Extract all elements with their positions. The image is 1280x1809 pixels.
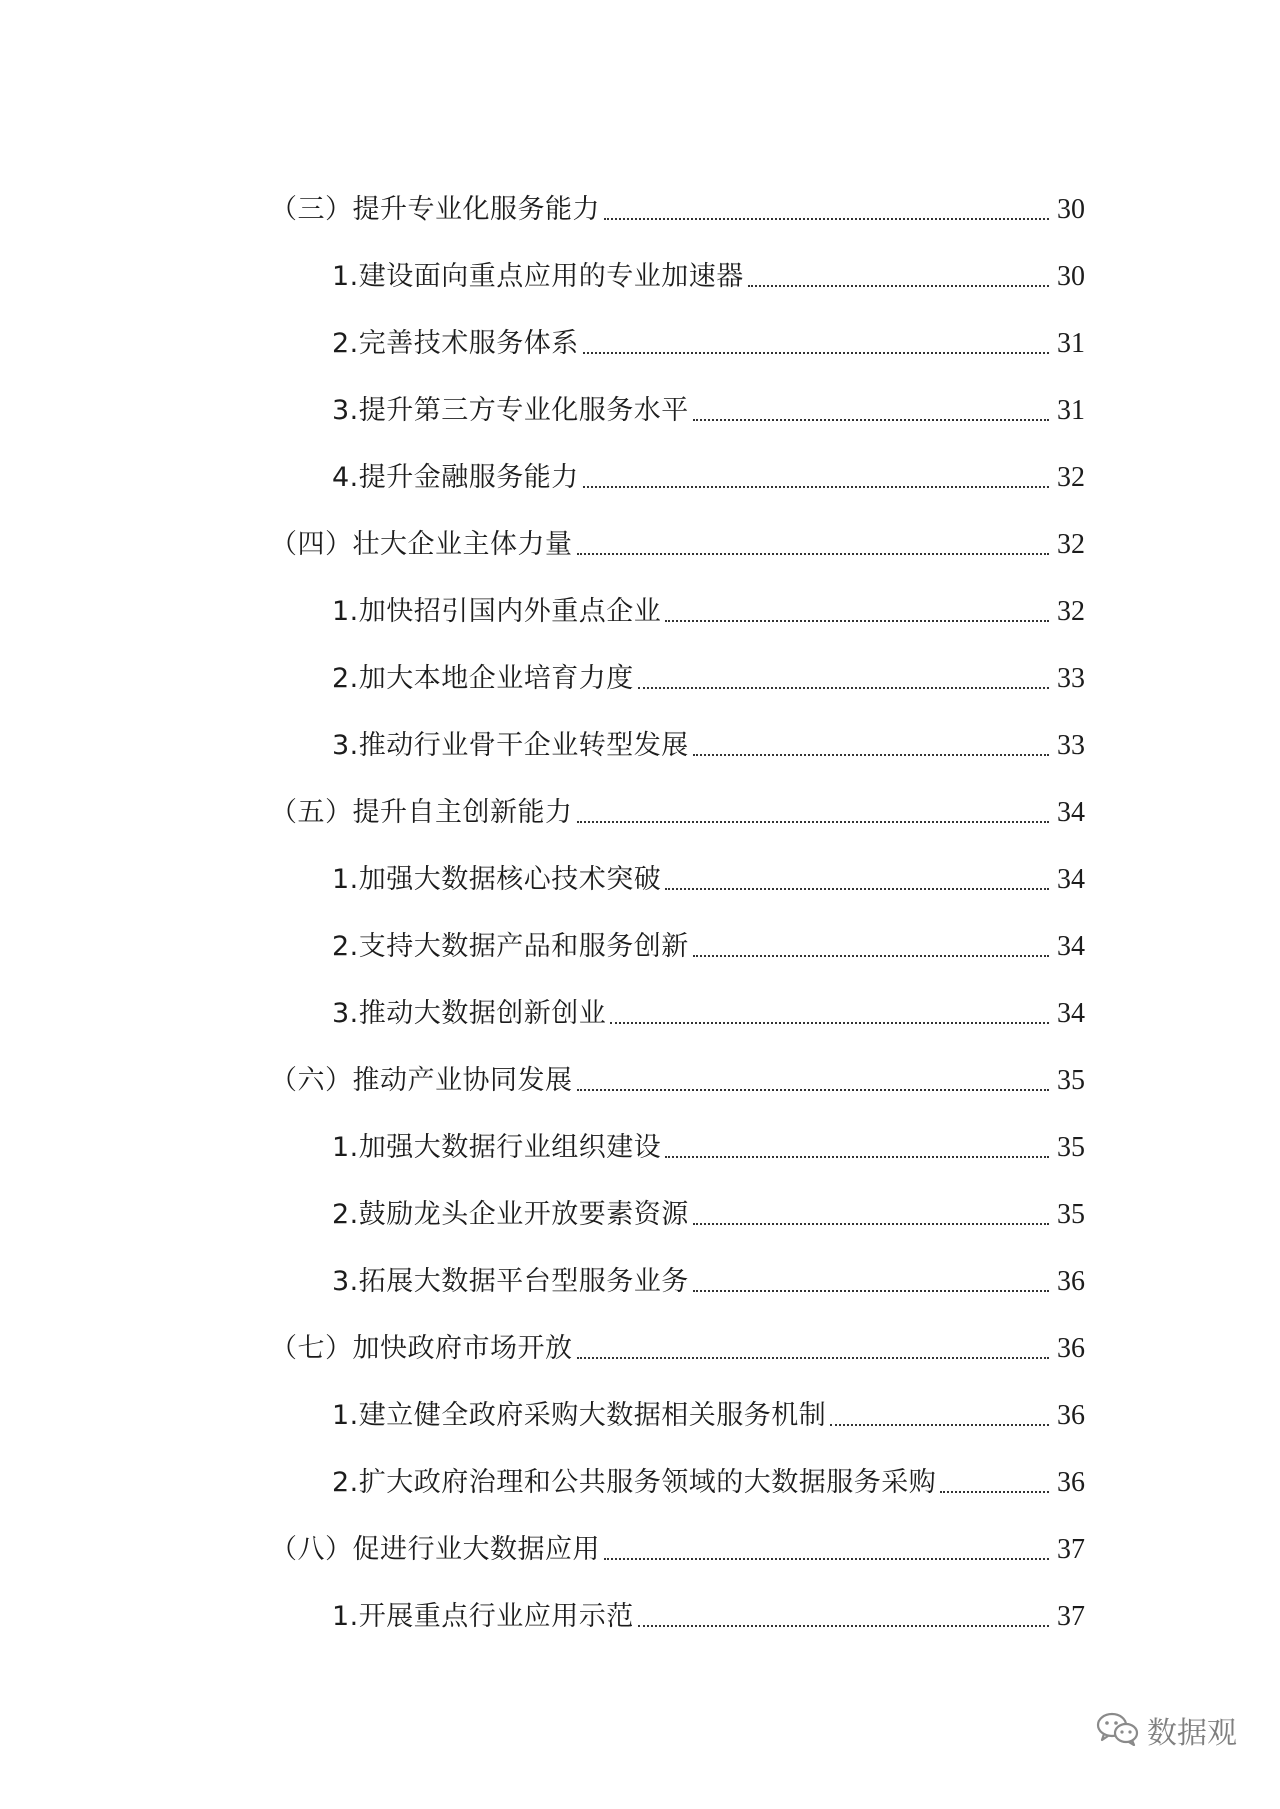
toc-entry-label: 1.加强大数据核心技术突破	[332, 864, 662, 895]
toc-entry[interactable]	[270, 565, 1085, 632]
toc-entry[interactable]	[270, 1570, 1085, 1637]
toc-entry[interactable]	[270, 833, 1085, 900]
toc-entry-page: 31	[1057, 328, 1085, 359]
toc-leader-dots	[583, 486, 1049, 488]
toc-entry-page: 32	[1057, 596, 1085, 627]
toc-leader-dots	[604, 1558, 1049, 1560]
toc-entry-page: 36	[1057, 1467, 1085, 1498]
toc-leader-dots	[665, 1156, 1049, 1158]
table-of-contents	[270, 163, 1085, 1637]
toc-entry-label: 3.推动大数据创新创业	[332, 998, 607, 1029]
toc-entry-label: 2.扩大政府治理和公共服务领域的大数据服务采购	[332, 1467, 937, 1498]
toc-entry-label: 3.拓展大数据平台型服务业务	[332, 1266, 689, 1297]
toc-entry-page: 32	[1057, 462, 1085, 493]
toc-leader-dots	[577, 1357, 1050, 1359]
toc-entry-label: 2.完善技术服务体系	[332, 328, 579, 359]
toc-entry-page: 35	[1057, 1199, 1085, 1230]
toc-entry[interactable]	[270, 1369, 1085, 1436]
toc-entry[interactable]	[270, 632, 1085, 699]
toc-entry-page: 36	[1057, 1333, 1085, 1364]
toc-entry-page: 34	[1057, 931, 1085, 962]
toc-entry[interactable]	[270, 431, 1085, 498]
toc-entry-label: （六）推动产业协同发展	[270, 1065, 573, 1096]
wechat-icon	[1095, 1710, 1139, 1750]
toc-entry-label: 2.支持大数据产品和服务创新	[332, 931, 689, 962]
toc-entry-label: （五）提升自主创新能力	[270, 797, 573, 828]
toc-entry-page: 35	[1057, 1132, 1085, 1163]
toc-leader-dots	[665, 620, 1049, 622]
toc-entry-page: 36	[1057, 1266, 1085, 1297]
toc-entry-label: （三）提升专业化服务能力	[270, 194, 600, 225]
toc-entry-page: 33	[1057, 663, 1085, 694]
toc-entry[interactable]	[270, 230, 1085, 297]
toc-entry-page: 34	[1057, 864, 1085, 895]
toc-entry[interactable]	[270, 297, 1085, 364]
toc-entry[interactable]	[270, 766, 1085, 833]
toc-entry[interactable]	[270, 1436, 1085, 1503]
toc-entry-label: （四）壮大企业主体力量	[270, 529, 573, 560]
toc-entry-label: 4.提升金融服务能力	[332, 462, 579, 493]
toc-leader-dots	[583, 352, 1049, 354]
toc-entry-page: 33	[1057, 730, 1085, 761]
toc-entry-page: 30	[1057, 261, 1085, 292]
toc-entry[interactable]	[270, 1101, 1085, 1168]
toc-leader-dots	[577, 1089, 1050, 1091]
toc-leader-dots	[693, 419, 1049, 421]
toc-leader-dots	[693, 955, 1049, 957]
toc-leader-dots	[610, 1022, 1049, 1024]
toc-entry-label: 2.加大本地企业培育力度	[332, 663, 634, 694]
toc-leader-dots	[665, 888, 1049, 890]
toc-leader-dots	[577, 821, 1050, 823]
watermark-text: 数据观	[1147, 1716, 1237, 1751]
toc-entry-label: 1.建设面向重点应用的专业加速器	[332, 261, 744, 292]
toc-entry[interactable]	[270, 1235, 1085, 1302]
toc-entry[interactable]	[270, 699, 1085, 766]
toc-leader-dots	[604, 218, 1049, 220]
toc-entry-label: 1.加强大数据行业组织建设	[332, 1132, 662, 1163]
toc-leader-dots	[693, 1223, 1049, 1225]
toc-entry[interactable]	[270, 1034, 1085, 1101]
toc-entry-label: 3.提升第三方专业化服务水平	[332, 395, 689, 426]
toc-entry[interactable]	[270, 364, 1085, 431]
toc-leader-dots	[693, 754, 1049, 756]
toc-leader-dots	[693, 1290, 1049, 1292]
toc-entry[interactable]	[270, 163, 1085, 230]
toc-entry-label: 3.推动行业骨干企业转型发展	[332, 730, 689, 761]
toc-entry-label: （七）加快政府市场开放	[270, 1333, 573, 1364]
toc-entry-page: 32	[1057, 529, 1085, 560]
toc-entry-page: 31	[1057, 395, 1085, 426]
toc-entry-page: 34	[1057, 797, 1085, 828]
toc-entry-label: 2.鼓励龙头企业开放要素资源	[332, 1199, 689, 1230]
toc-entry-page: 37	[1057, 1601, 1085, 1632]
toc-entry[interactable]	[270, 967, 1085, 1034]
toc-entry-page: 37	[1057, 1534, 1085, 1565]
toc-entry-page: 30	[1057, 194, 1085, 225]
toc-entry[interactable]	[270, 1168, 1085, 1235]
toc-entry[interactable]	[270, 498, 1085, 565]
toc-entry-label: 1.开展重点行业应用示范	[332, 1601, 634, 1632]
toc-entry[interactable]	[270, 1302, 1085, 1369]
toc-leader-dots	[638, 687, 1049, 689]
toc-leader-dots	[830, 1424, 1049, 1426]
toc-leader-dots	[940, 1491, 1049, 1493]
toc-entry-label: （八）促进行业大数据应用	[270, 1534, 600, 1565]
toc-entry-page: 36	[1057, 1400, 1085, 1431]
toc-entry[interactable]	[270, 900, 1085, 967]
toc-entry[interactable]	[270, 1503, 1085, 1570]
toc-entry-label: 1.加快招引国内外重点企业	[332, 596, 662, 627]
toc-entry-page: 35	[1057, 1065, 1085, 1096]
toc-leader-dots	[748, 285, 1049, 287]
toc-leader-dots	[638, 1625, 1049, 1627]
toc-leader-dots	[577, 553, 1050, 555]
toc-entry-page: 34	[1057, 998, 1085, 1029]
watermark	[1095, 1708, 1237, 1752]
toc-entry-label: 1.建立健全政府采购大数据相关服务机制	[332, 1400, 827, 1431]
